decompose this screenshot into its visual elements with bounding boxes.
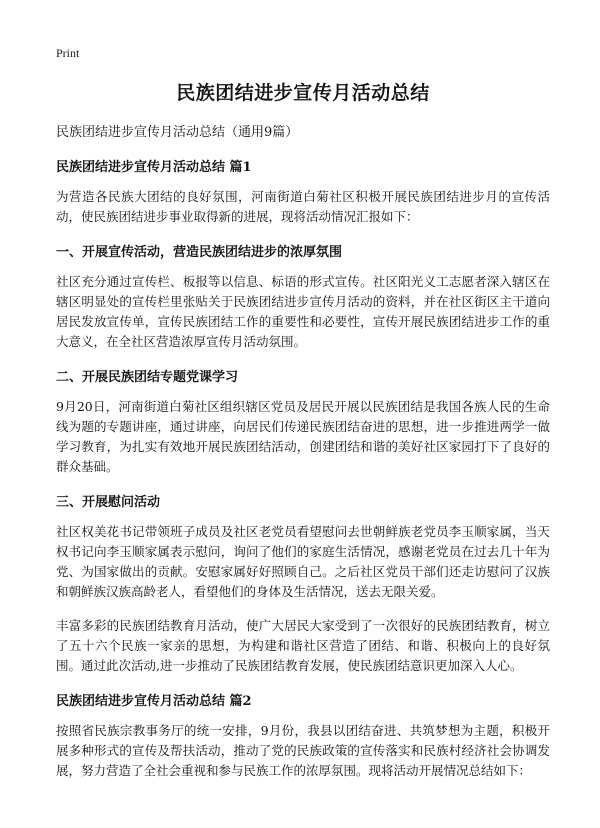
- article-1-closing: 丰富多彩的民族团结教育月活动，使广大居民大家受到了一次很好的民族团结教育，树立了五十六个民族一家亲的思想，为构建和谐社区营造了团结、和谐、积极向上的良好氛围。通过此次活动,进一步推动了民族团结教育发展，使民族团结意识更加深入人心。: [56, 618, 550, 673]
- article-2-heading: 民族团结进步宣传月活动总结 篇2: [56, 694, 252, 709]
- article-1-intro: 为营造各民族大团结的良好氛围，河南街道白菊社区积极开展民族团结进步月的宣传活动，使民族团结进步事业取得新的进展，现将活动情况汇报如下：: [56, 189, 550, 224]
- section-2-text: 9月20日，河南街道白菊社区组织辖区党员及居民开展以民族团结是我国各族人民的生命线为题的专题讲座，通过讲座，向居民们传递民族团结奋进的思想，进一步推进两学一做学习教育，为扎实有效地开展民族团结活动，创建团结和谐的美好社区家园打下了良好的群众基础。: [56, 399, 550, 474]
- section-2-title: 二、开展民族团结专题党课学习: [56, 370, 239, 385]
- section-3-text: 社区权美花书记带领班子成员及社区老党员看望慰问去世朝鲜族老党员李玉顺家属，当天权书记向李玉顺家属表示慰问，询问了他们的家庭生活情况，感谢老党员在过去几十年为党、为国家做出的贡献。安慰家属好好照顾自己。之后社区党员干部们还走访慰问了汉族和朝鲜族汉族高龄老人，看望他们的身体及生活情况，送去无限关爱。: [56, 524, 550, 599]
- article-1-heading: 民族团结进步宣传月活动总结 篇1: [56, 160, 252, 175]
- print-link[interactable]: Print: [56, 46, 80, 60]
- document-body: [56, 78, 550, 795]
- section-1-text: 社区充分通过宣传栏、板报等以信息、标语的形式宣传。社区阳光义工志愿者深入辖区在辖区明显处的宣传栏里张贴关于民族团结进步宣传月活动的资料，并在社区街区主干道向居民发放宣传单，宣传民族团结工作的重要性和必要性，宣传开展民族团结进步工作的重大意义，在全社区营造浓厚宣传月活动氛围。: [56, 274, 550, 349]
- section-3-title: 三、开展慰问活动: [56, 495, 161, 510]
- article-2-intro: 按照省民族宗教事务厅的统一安排，9月份，我县以团结奋进、共筑梦想为主题，积极开展多种形式的宣传及帮扶活动，推动了党的民族政策的宣传落实和民族村经济社会协调发展，努力营造了全社会重视和参与民族工作的浓厚氛围。现将活动开展情况总结如下：: [56, 723, 550, 778]
- document-subtitle: 民族团结进步宣传月活动总结（通用9篇）: [56, 125, 299, 140]
- section-1-title: 一、开展宣传活动，营造民族团结进步的浓厚氛围: [56, 245, 343, 260]
- page-title: 民族团结进步宣传月活动总结: [176, 82, 430, 104]
